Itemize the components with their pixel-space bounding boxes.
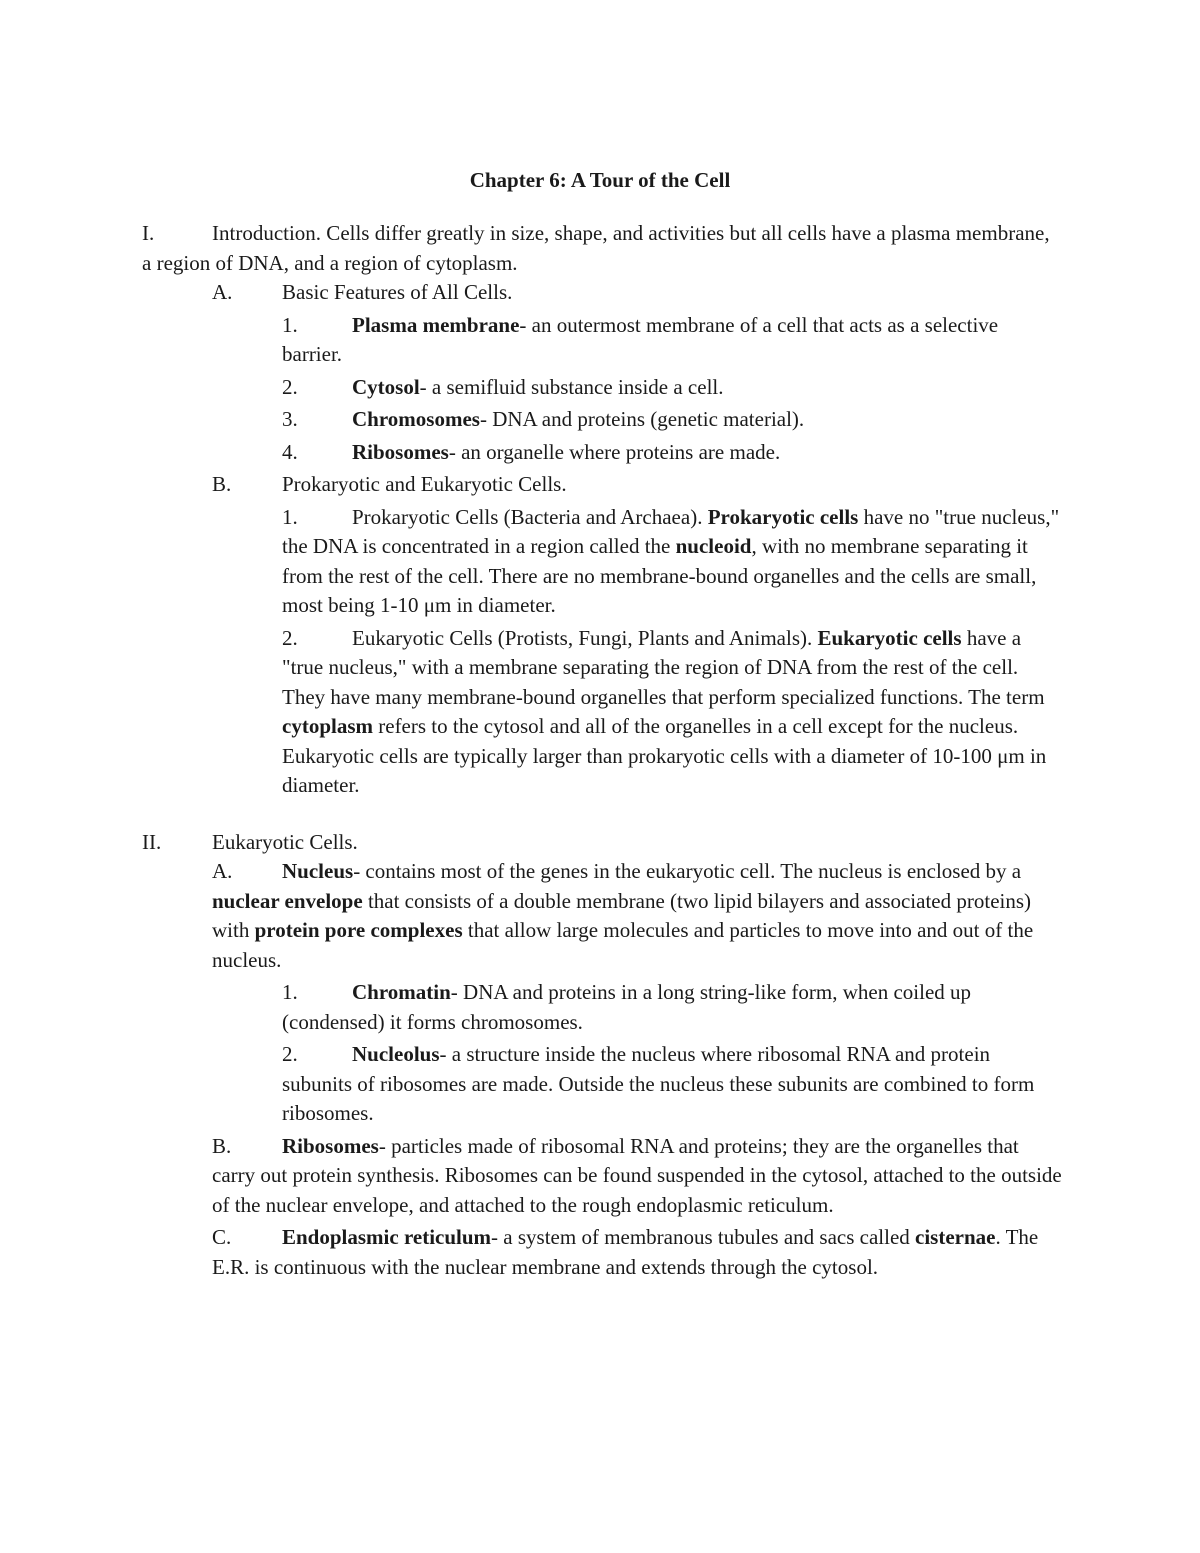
section-2b-label: B. [212,1133,232,1158]
term: cisternae [915,1225,996,1249]
section-1a-text: Basic Features of All Cells. [282,280,513,304]
paragraph-text: Eukaryotic Cells (Protists, Fungi, Plants and Animals). [352,625,818,650]
item-number: 1. [282,504,298,529]
section-1a-label: A. [212,280,233,304]
list-item [142,503,1062,621]
paragraph-text: - contains most of the genes in the eukaryotic cell. The nucleus is enclosed by a [353,859,1022,883]
list-item [142,311,1062,370]
list-item [142,405,1062,435]
section-2-heading [142,828,1062,858]
term: Ribosomes [352,439,449,464]
section-1-intro [142,219,1062,278]
section-2a-label: A. [212,859,233,883]
list-item [142,624,1062,801]
list-item [142,1040,1062,1129]
term: Nucleolus [352,1042,440,1066]
term: Chromosomes [352,407,480,431]
term: Endoplasmic reticulum [282,1225,492,1249]
definition: - a semifluid substance inside a cell. [419,374,724,399]
section-1-text: Introduction. Cells differ greatly in size, shape, and activities but all cells have a plasma membrane, a region of DNA, and a region of cytoplasm. [142,221,1050,275]
section-1b-text: Prokaryotic and Eukaryotic Cells. [282,472,567,496]
term: Nucleus [282,859,354,883]
definition: - DNA and proteins in a long string-like form, when coiled up (condensed) it forms chromosomes. [282,980,972,1034]
section-2a-paragraph [142,857,1062,975]
paragraph-text: refers to the cytosol and all of the organelles in a cell except for the nucleus. Eukaryotic cells are typically larger than prokaryotic cells with a diameter of 10-100 μm in diameter. [282,714,1047,797]
term: Cytosol [352,374,420,399]
section-2-text: Eukaryotic Cells. [212,829,358,854]
paragraph-text: - a system of membranous tubules and sacs called [491,1225,916,1249]
term: protein pore complexes [254,918,463,942]
term: Plasma membrane [352,312,520,337]
section-2-label: II. [142,829,162,854]
section-2b-paragraph [142,1132,1062,1221]
term: Chromatin [352,980,451,1004]
definition: - an outermost membrane of a cell that acts as a selective barrier. [282,312,999,366]
term: Prokaryotic cells [707,504,859,529]
term: nuclear envelope [212,888,363,913]
item-number: 4. [282,439,298,464]
definition: - a structure inside the nucleus where ribosomal RNA and protein subunits of ribosomes are made. Outside the nucleus these subunits are combined to form ribosomes. [282,1042,1035,1125]
section-2c-paragraph [142,1223,1062,1282]
list-item [142,373,1062,403]
paragraph-text: Prokaryotic Cells (Bacteria and Archaea). [352,504,708,529]
item-number: 2. [282,625,298,650]
item-number: 1. [282,312,298,337]
term: cytoplasm [282,714,373,738]
paragraph-text: have a "true nucleus," with a membrane separating the region of DNA from the rest of the cell. They have many membrane-bound organelles that perform specialized functions. The term [282,625,1045,709]
item-number: 1. [282,980,298,1004]
section-1-label: I. [142,221,155,245]
paragraph-text: that consists of a double membrane (two lipid bilayers and associated proteins) with [212,888,1032,942]
list-item [142,978,1062,1037]
document-body [142,219,1062,1282]
paragraph-text: . The E.R. is continuous with the nuclear membrane and extends through the cytosol. [212,1225,1039,1279]
item-number: 2. [282,1042,298,1066]
section-1b-heading [142,470,1062,500]
paragraph-text: have no "true nucleus," the DNA is concentrated in a region called the [282,504,1060,558]
paragraph-text: - particles made of ribosomal RNA and proteins; they are the organelles that carry out protein synthesis. Ribosomes can be found suspended in the cytosol, attached to the outside of the nuclear envelope, and attached to the rough endoplasmic reticulum. [212,1133,1062,1217]
paragraph-text: , with no membrane separating it from the rest of the cell. There are no membrane-bound organelles and the cells are small, most being 1-10 μm in diameter. [282,534,1037,617]
term: Eukaryotic cells [817,625,962,650]
paragraph-text: that allow large molecules and particles to move into and out of the nucleus. [212,918,1034,972]
item-number: 2. [282,374,298,399]
list-item [142,438,1062,468]
item-number: 3. [282,407,298,431]
term: nucleoid [675,534,752,558]
term: Ribosomes [282,1133,379,1158]
definition: - DNA and proteins (genetic material). [479,407,805,431]
section-1a-heading [142,278,1062,308]
page-title: Chapter 6: A Tour of the Cell [469,168,731,192]
section-1b-label: B. [212,472,232,496]
section-2c-label: C. [212,1225,232,1249]
definition: - an organelle where proteins are made. [448,439,781,464]
